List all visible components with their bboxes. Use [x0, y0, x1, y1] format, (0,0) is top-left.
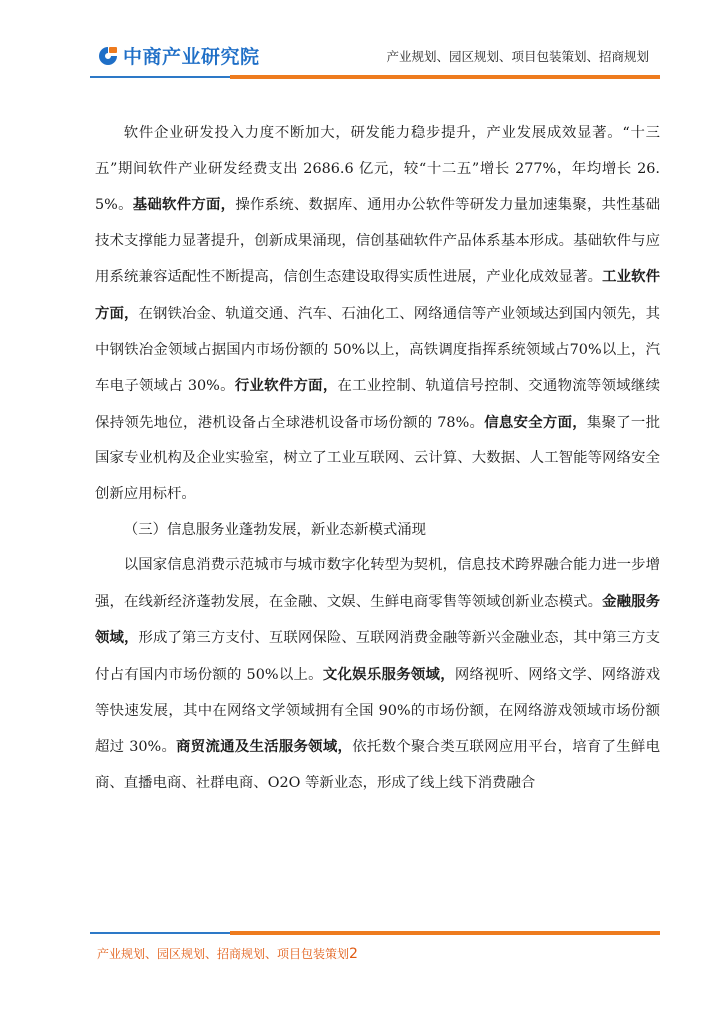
text-span: 操作系统、数据库、通用办公软件等研发力量加速集聚，共性基础技术支撑能力显著提升，创新成果涌现，信创基础软件产品体系基本形成。基础软件与应用系统兼容适配性不断提高，信创生态建设取得实质性进展，产业化成效显著。	[95, 197, 660, 286]
bold-heading: 信息安全方面，	[484, 413, 587, 431]
header-divider-orange	[230, 75, 660, 79]
page-footer	[97, 945, 358, 962]
bold-heading: 工业软件方面，	[95, 268, 660, 322]
bold-heading: 文化娱乐服务领域，	[322, 665, 455, 683]
bold-heading: 基础软件方面，	[132, 196, 236, 214]
text-span: 集聚了一批国家专业机构及企业实验室，树立了工业互联网、云计算、大数据、人工智能等网络安全创新应用标杆。	[95, 414, 660, 502]
page-number: 2	[349, 946, 358, 962]
paragraph-info-services	[95, 548, 660, 801]
footer-divider	[90, 931, 660, 936]
header-divider-blue	[90, 76, 230, 78]
logo-text: 中商产业研究院	[123, 46, 260, 68]
header-divider	[90, 75, 660, 80]
document-body	[95, 116, 660, 801]
text-span: 软件企业研发投入力度不断加大，研发能力稳步提升，产业发展成效显著。“十三五”期间软件产业研发经费支出 2686.6 亿元，较“十二五”增长 277%，年均增长 26.5%。	[95, 125, 660, 214]
text-span: 在工业控制、轨道信号控制、交通物流等领域继续保持领先地位，港机设备占全球港机设备市场份额的 78%。	[95, 378, 660, 431]
footer-divider-blue	[90, 932, 230, 934]
section-subheading: （三）信息服务业蓬勃发展，新业态新模式涌现	[123, 521, 427, 538]
logo	[97, 42, 260, 69]
text-span: 在钢铁冶金、轨道交通、汽车、石油化工、网络通信等产业领域达到国内领先，其中钢铁冶金领域占据国内市场份额的 50%以上，高铁调度指挥系统领域占70%以上，汽车电子领域占 30%。	[95, 305, 660, 395]
bold-heading: 金融服务领域，	[95, 592, 660, 647]
text-span: 网络视听、网络文学、网络游戏等快速发展，其中在网络文学领域拥有全国 90%的市场份额，在网络游戏领域市场份额超过 30%。	[95, 666, 660, 756]
bold-heading: 商贸流通及生活服务领域，	[176, 738, 353, 756]
paragraph-software-rd	[95, 116, 660, 513]
page-header	[0, 0, 724, 80]
text-span: 依托数个聚合类互联网应用平台，培育了生鲜电商、直播电商、社群电商、O2O 等新业态，形成了线上线下消费融合	[95, 739, 660, 791]
text-span: 以国家信息消费示范城市与城市数字化转型为契机，信息技术跨界融合能力进一步增强，在线新经济蓬勃发展，在金融、文娱、生鲜电商零售等领域创新业态模式。	[95, 557, 660, 610]
text-span: 形成了第三方支付、互联网保险、互联网消费金融等新兴金融业态，其中第三方支付占有国内市场份额的 50%以上。	[95, 630, 660, 683]
header-tagline: 产业规划、园区规划、项目包装策划、招商规划	[386, 49, 649, 64]
footer-tagline: 产业规划、园区规划、招商规划、项目包装策划	[97, 947, 350, 961]
footer-divider-orange	[230, 931, 660, 935]
bold-heading: 行业软件方面，	[234, 377, 338, 395]
logo-icon	[97, 45, 119, 67]
